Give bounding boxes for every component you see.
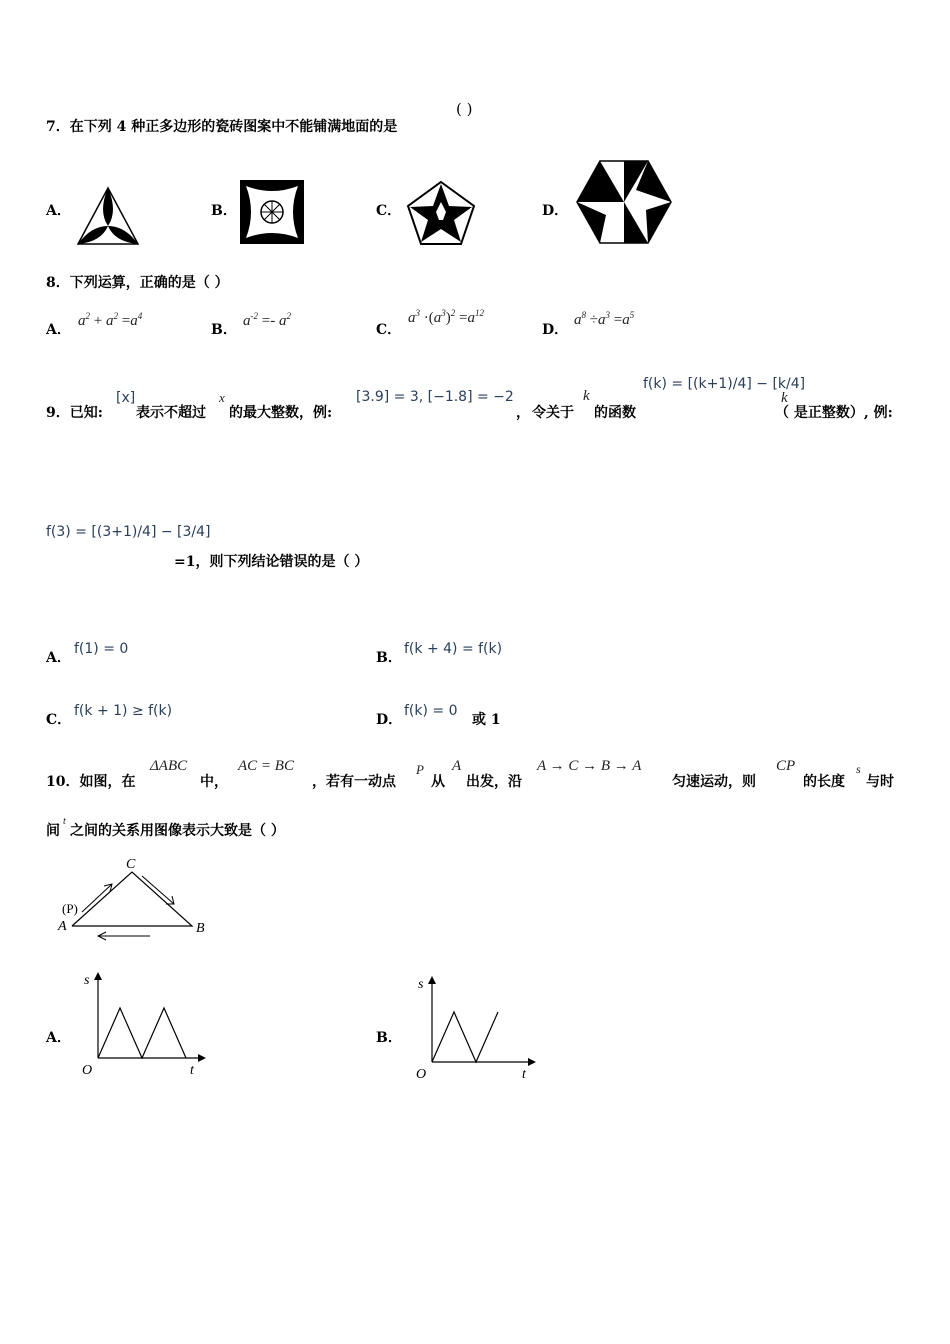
q9-text-4: 令关于 (532, 405, 574, 421)
q10-path: A → C → B → A (537, 758, 642, 774)
fig-label-c: C (126, 857, 136, 872)
q8-option-c-expr[interactable]: $a^3 \cdot(a^3)^2 =a^{12}$ (408, 308, 484, 326)
fig-label-p: (P) (62, 901, 78, 916)
q10-var-t: t (63, 816, 66, 827)
q9-option-d-label[interactable]: D． (376, 712, 403, 728)
q10-text-4: 从 (431, 774, 445, 790)
q9-example: [3.9] = 3, [−1.8] = −2 (356, 389, 514, 405)
q9-comma: ， (516, 405, 530, 421)
q10-option-b-label[interactable]: B． (376, 1030, 402, 1046)
graph-b-o-label: O (416, 1067, 427, 1082)
graph-a-o-label: O (82, 1063, 93, 1078)
q10-text-5: 出发，沿 (466, 774, 522, 790)
q10-var-s: s (856, 762, 861, 776)
q10-option-a-label[interactable]: A． (46, 1030, 71, 1046)
q9-text-7: =1，则下列结论错误的是（ ） (174, 554, 369, 570)
q8-stem: 8．下列运算，正确的是（ ） (46, 275, 229, 291)
q10-condition: AC = BC (238, 758, 294, 774)
q10-var-a: A (452, 758, 462, 774)
q7-stem: 7．在下列 4 种正多边形的瓷砖图案中不能铺满地面的是 (46, 119, 398, 135)
q10-triangle: ΔABC (150, 758, 188, 774)
q10-option-b-graph[interactable] (414, 972, 544, 1084)
q10-var-cp: CP (776, 758, 796, 774)
q9-var-k: k (583, 388, 590, 404)
q9-option-b-expr[interactable]: f(k + 4) = f(k) (404, 641, 503, 657)
q9-option-a-expr[interactable]: f(1) = 0 (74, 641, 129, 657)
q8-option-b-expr[interactable]: $a^{-2} =- a^2$ (243, 311, 291, 329)
q9-text-3: 的最大整数，例: (229, 405, 333, 421)
q9-option-b-label[interactable]: B． (376, 650, 402, 666)
q10-text-2: 中， (200, 774, 228, 790)
q7-option-a-tile[interactable] (76, 186, 140, 246)
q9-text-2: 表示不超过 (136, 405, 206, 421)
fig-label-a: A (58, 919, 67, 934)
q9-function-def: f(k) = [(k+1)/4] − [k/4] (643, 376, 806, 392)
q9-option-a-label[interactable]: A． (46, 650, 71, 666)
q8-option-a-expr[interactable]: $a^2 + a^2 =a^4$ (78, 311, 143, 329)
q7-option-d-label[interactable]: D． (542, 203, 569, 219)
q10-text-10: 之间的关系用图像表示大致是（ ） (70, 823, 285, 839)
q9-intro: 9．已知: (46, 405, 103, 421)
q9-text-5: 的函数 (594, 405, 636, 421)
q10-text-6: 匀速运动，则 (672, 774, 756, 790)
q9-option-c-expr[interactable]: f(k + 1) ≥ f(k) (74, 703, 173, 719)
q7-answer-paren: ( ) (456, 100, 473, 118)
q7-option-a-label[interactable]: A． (46, 203, 71, 219)
q10-option-a-graph[interactable] (80, 968, 210, 1080)
q8-option-d-expr[interactable]: $a^8 \div a^3 =a^5$ (574, 310, 635, 328)
q7-option-b-label[interactable]: B． (211, 203, 237, 219)
q9-option-d-expr[interactable]: f(k) = 0 (404, 703, 458, 719)
graph-a-t-label: t (190, 1063, 194, 1078)
q9-var-x: x (219, 390, 225, 405)
q9-option-c-label[interactable]: C． (46, 712, 72, 728)
q10-text-3: ，若有一动点 (312, 774, 396, 790)
graph-b-t-label: t (522, 1067, 526, 1082)
fig-label-b: B (196, 921, 205, 936)
q9-text-6: （ 是正整数）, 例: (775, 405, 893, 421)
q10-triangle-figure (56, 856, 216, 942)
q8-option-d-label[interactable]: D． (542, 322, 569, 338)
q9-option-d-tail[interactable]: 或 1 (472, 712, 501, 728)
q10-text-8: 与时 (866, 774, 894, 790)
graph-b-s-label: s (418, 977, 424, 992)
q8-option-c-label[interactable]: C． (376, 322, 402, 338)
q10-text-7: 的长度 (803, 774, 845, 790)
q7-option-d-tile[interactable] (576, 160, 672, 244)
q7-option-c-tile[interactable] (406, 180, 476, 246)
q9-f3-example: f(3) = [(3+1)/4] − [3/4] (46, 524, 211, 540)
q7-option-b-tile[interactable] (240, 180, 304, 244)
q9-var-k-2: k (781, 390, 788, 406)
q7-option-c-label[interactable]: C． (376, 203, 402, 219)
q9-bracket-x: [x] (116, 390, 136, 406)
graph-a-s-label: s (84, 973, 90, 988)
q10-var-p: P (416, 762, 424, 777)
q10-text-9: 间 (46, 823, 60, 839)
q8-option-a-label[interactable]: A． (46, 322, 71, 338)
q10-text-1: 10．如图，在 (46, 774, 136, 790)
q8-option-b-label[interactable]: B． (211, 322, 237, 338)
